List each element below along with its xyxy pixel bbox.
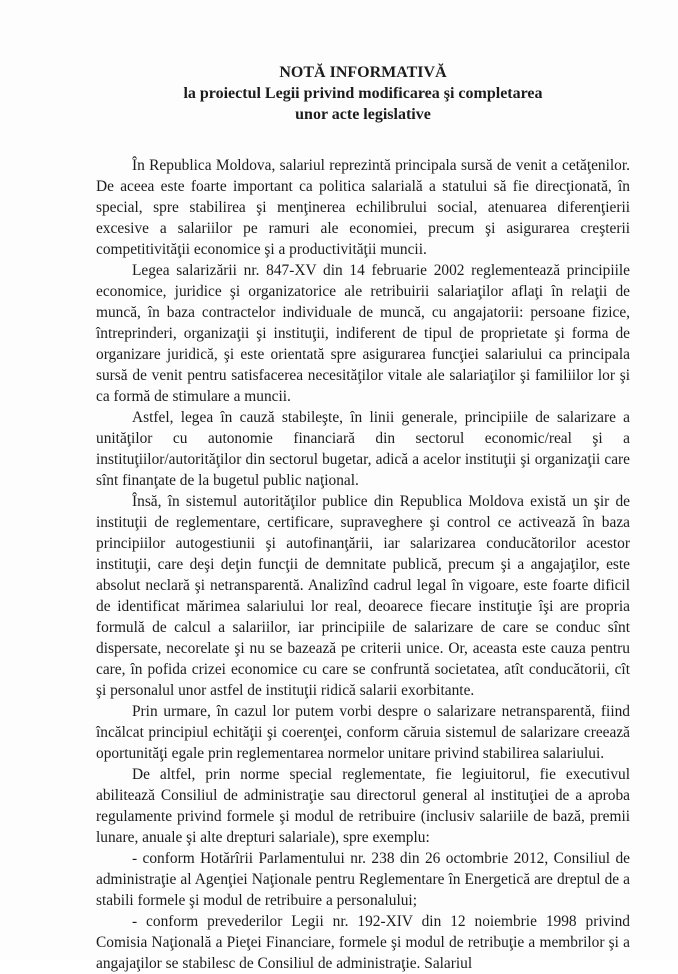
document-header: [96, 62, 630, 125]
paragraph: De altfel, prin norme special reglementate, fie legiuitorul, fie executivul abilitează Consiliul de administraţie sau directorul general al instituţiei de a aproba regulamente privind formele şi modul de retribuire (inclusiv salariile de bază, premii lunare, anuale şi alte drepturi salariale), spre exemplu:: [96, 766, 630, 846]
paragraph: Prin urmare, în cazul lor putem vorbi despre o salarizare netransparentă, fiind încălcat principiul echităţii şi coerenţei, conform căruia sistemul de salarizare creează oportunităţi egale prin reglementarea normelor unitare privind stabilirea salariului.: [96, 703, 630, 762]
list-item: - conform Hotărîrii Parlamentului nr. 238 din 26 octombrie 2012, Consiliul de administraţie al Agenţiei Naţionale pentru Reglementare în Energetică are dreptul de a stabili formele şi modul de retribuire a personalului;: [96, 850, 630, 909]
document-body: [96, 155, 630, 974]
paragraph: În Republica Moldova, salariul reprezintă principala sursă de venit a cetăţenilor. De aceea este foarte important ca politica salarială a statului să fie direcţionată, în special, spre stabilirea şi menţinerea echilibrului social, atenuarea diferenţierii excesive a salariilor pe ramuri ale economiei, precum şi asigurarea creşterii competitivităţii economice şi a productivităţii muncii.: [96, 157, 630, 258]
document-subtitle-line2: unor acte legislative: [295, 106, 431, 123]
list-item: - conform prevederilor Legii nr. 192-XIV din 12 noiembrie 1998 privind Comisia Naţională a Pieţei Financiare, formele şi modul de retribuţie a membrilor şi a angajaţilor se stabilesc de Consiliul de administraţie. Salariul: [96, 913, 630, 972]
paragraph: Însă, în sistemul autorităţilor publice din Republica Moldova există un şir de instituţii de reglementare, certificare, supraveghere şi control ce activează în baza principiilor autogestiunii şi autofinanţării, iar salarizarea conducătorilor acestor instituţii, care deşi deţin funcţii de demnitate publică, precum şi a angajaţilor, este absolut neclară şi netransparentă. Analizînd cadrul legal în vigoare, este foarte dificil de identificat mărimea salariului lor real, deoarece fiecare instituţie îşi are propria formulă de calcul a salariilor, iar principiile de salarizare de care se conduc sînt dispersate, necorelate şi nu se bazează pe criterii unice. Or, aceasta este cauza pentru care, în pofida crizei economice cu care se confruntă societatea, atît conducătorii, cît şi personalul unor astfel de instituţii ridică salarii exorbitante.: [96, 493, 630, 699]
document-title: NOTĂ INFORMATIVĂ: [279, 64, 447, 81]
paragraph: Legea salarizării nr. 847-XV din 14 februarie 2002 reglementează principiile economice, juridice şi organizatorice ale retribuirii salariaţilor aflaţi în relaţii de muncă, în baza contractelor individuale de muncă, cu angajatorii: persoane fizice, întreprinderi, organizaţii şi instituţii, indiferent de tipul de proprietate şi forma de organizare juridică, şi este orientată spre asigurarea funcţiei salariului ca principala sursă de venit pentru satisfacerea necesităţilor vitale ale salariaţilor şi familiilor lor şi ca formă de stimulare a muncii.: [96, 262, 630, 405]
paragraph: Astfel, legea în cauză stabileşte, în linii generale, principiile de salarizare a unităţilor cu autonomie financiară din sectorul economic/real şi a instituţiilor/autorităţilor din sectorul bugetar, adică a acelor instituţii şi organizaţii care sînt finanţate de la bugetul public naţional.: [96, 409, 630, 489]
document-subtitle-line1: la proiectul Legii privind modificarea şi completarea: [183, 85, 543, 102]
